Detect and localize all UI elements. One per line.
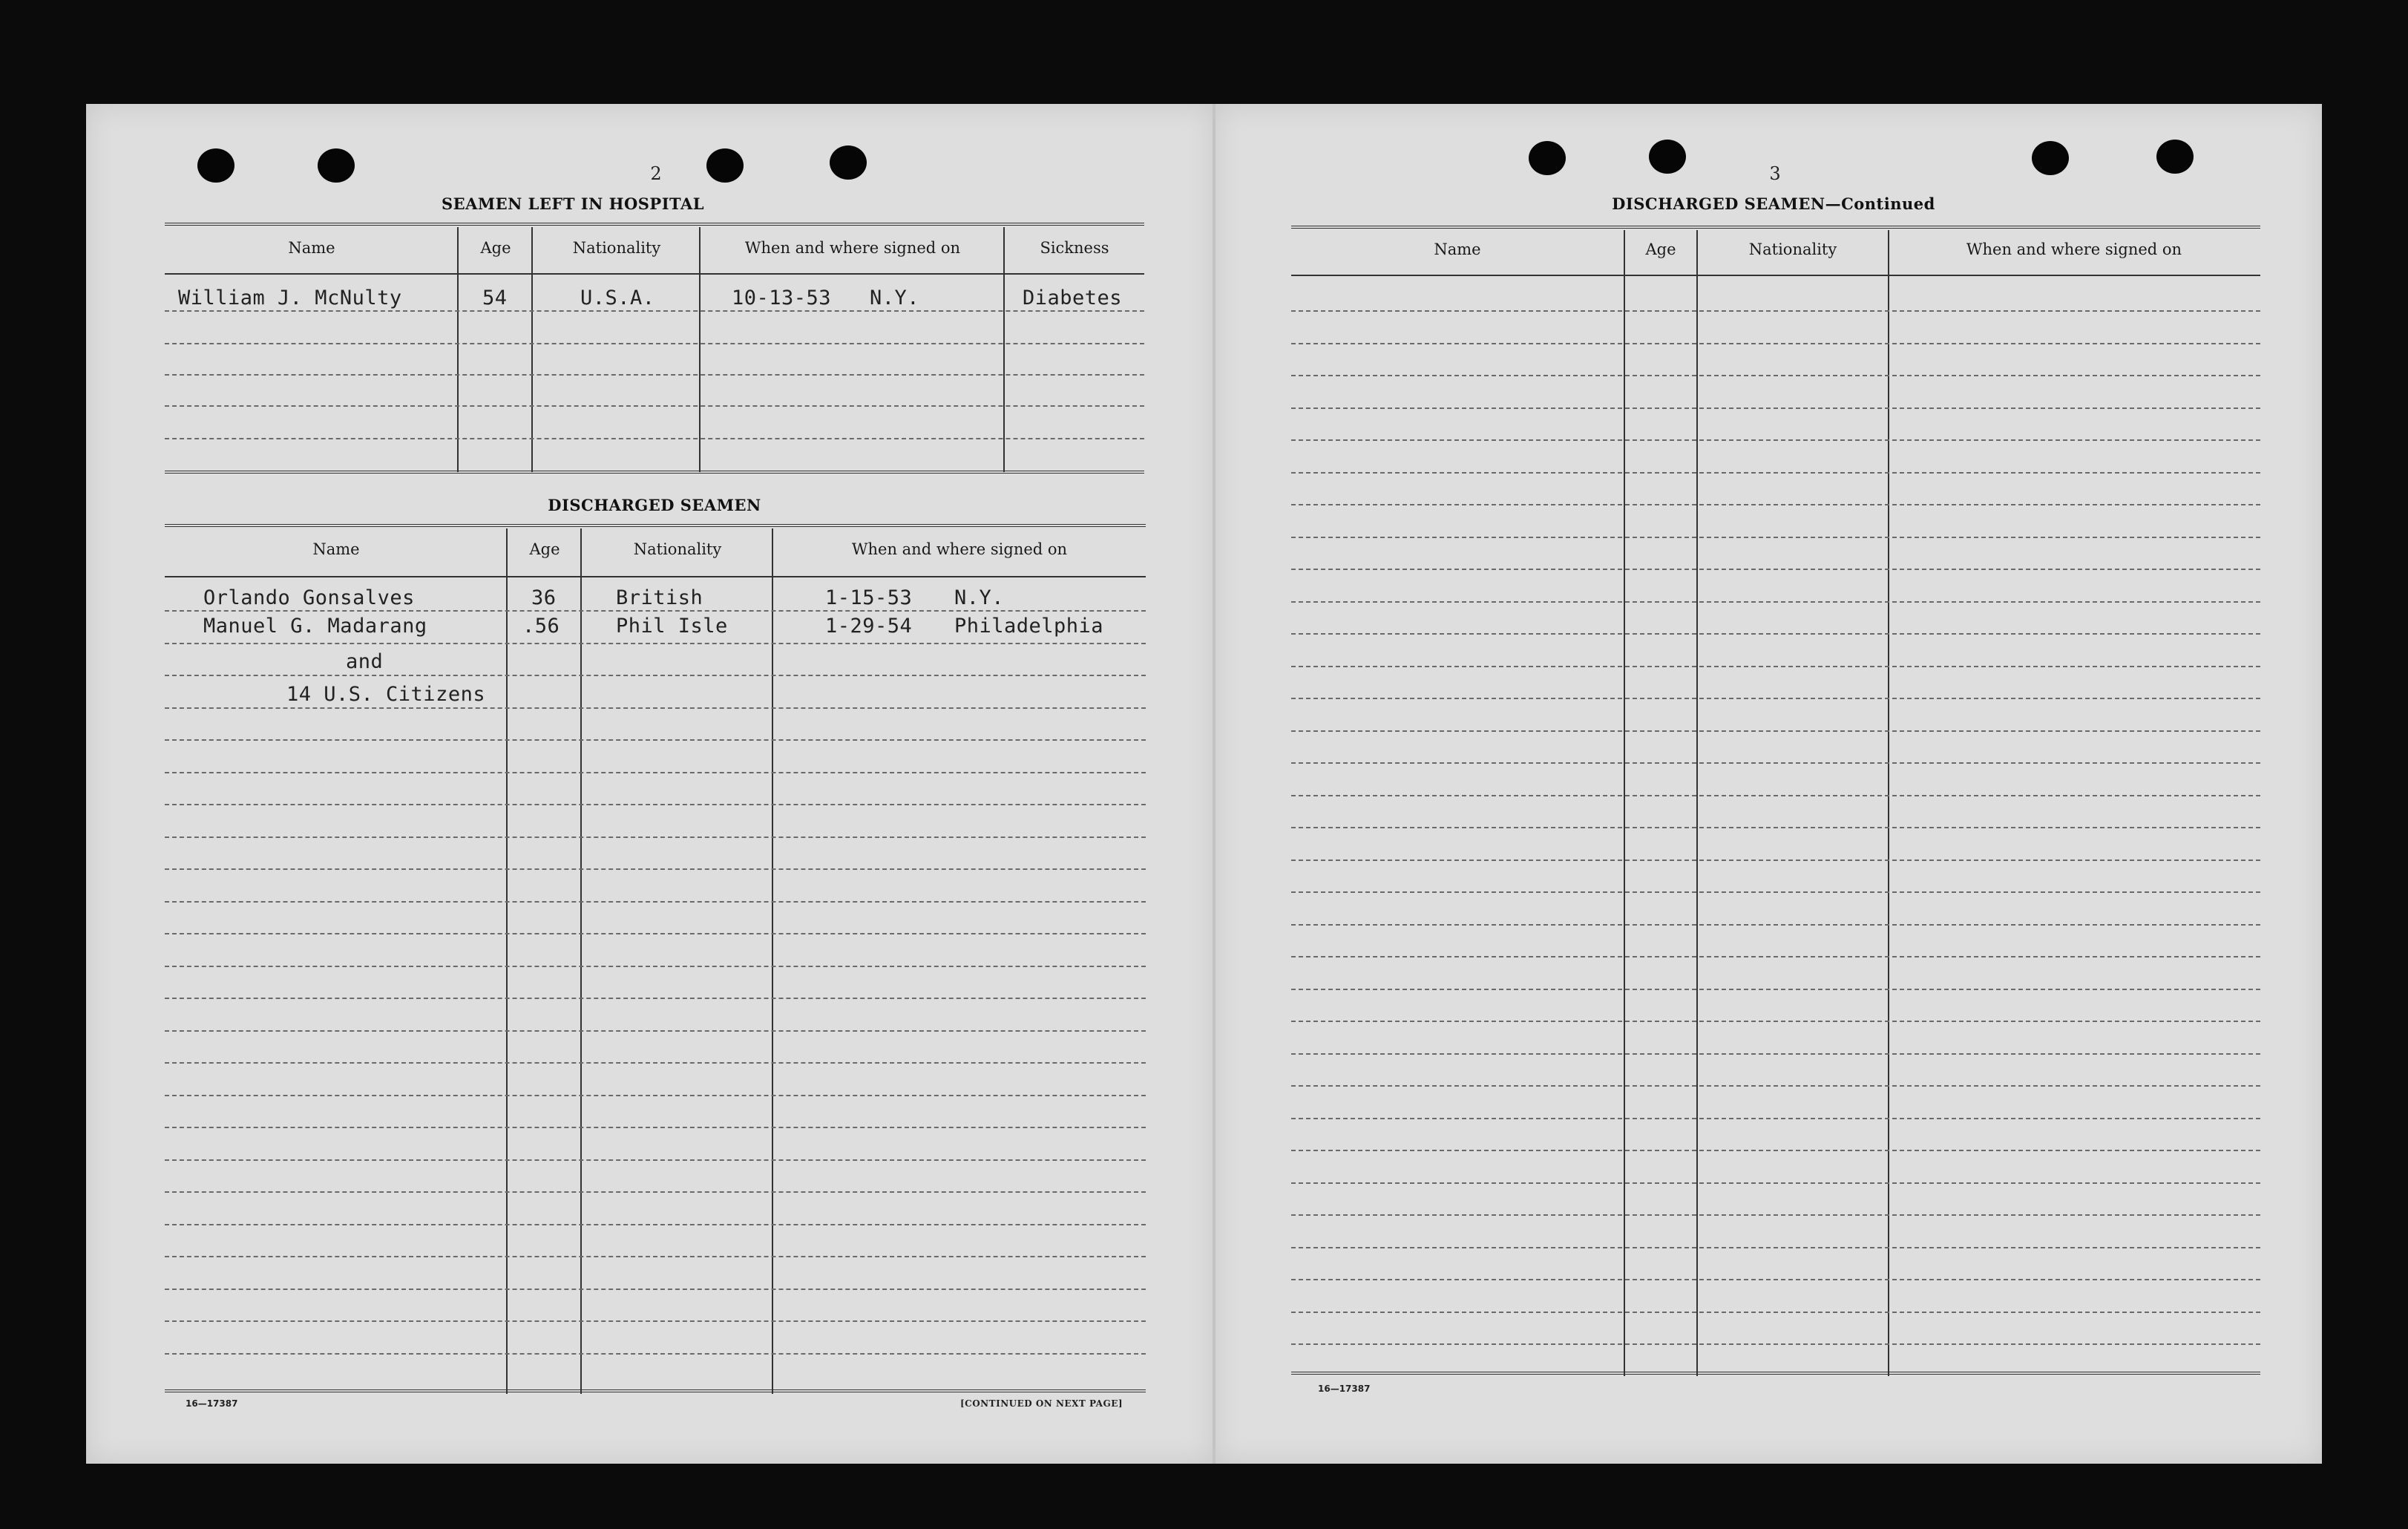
ruled-line [1291, 1247, 2260, 1248]
ruled-line [1291, 1053, 2260, 1055]
ruled-line [165, 836, 1146, 838]
ruled-line [165, 643, 1146, 644]
column-header-signed-on: When and where signed on [744, 239, 961, 257]
ruled-line [1291, 1182, 2260, 1184]
hospital-row-sickness: Diabetes [1023, 287, 1123, 310]
ruled-line [165, 868, 1146, 870]
section-title-discharged-continued [1291, 194, 2256, 213]
discharged-row-age: .56 [522, 615, 560, 638]
ruled-line [165, 1062, 1146, 1064]
ruled-line [1291, 1085, 2260, 1087]
ruled-line [165, 739, 1146, 741]
discharged-note-and: and [346, 650, 384, 673]
ruled-line [1291, 956, 2260, 957]
punch-hole [830, 145, 867, 180]
discharged-row-name: Orlando Gonsalves [203, 586, 415, 609]
ruled-line [1291, 1312, 2260, 1313]
ruled-line [1291, 375, 2260, 376]
discharged-row-name: Manuel G. Madarang [203, 615, 427, 638]
ruled-line [1291, 827, 2260, 828]
form-code: 16—17387 [186, 1398, 238, 1409]
section-title-text: DISCHARGED SEAMEN [1612, 194, 1825, 213]
ruled-line [1291, 633, 2260, 635]
ruled-line [1291, 439, 2260, 441]
ruled-line [165, 1191, 1146, 1193]
ruled-line [1291, 569, 2260, 570]
discharged-row-nationality: British [616, 586, 703, 609]
section-title-hospital: SEAMEN LEFT IN HOSPITAL [441, 194, 705, 213]
section-title-suffix: —Continued [1825, 194, 1935, 213]
ruled-line [165, 1224, 1146, 1225]
ruled-line [165, 1030, 1146, 1032]
ruled-line [165, 707, 1146, 709]
ruled-line [1291, 891, 2260, 893]
punch-hole [318, 148, 355, 183]
continued-note: [CONTINUED ON NEXT PAGE] [960, 1398, 1123, 1409]
discharged-row-date: 1-15-53 [825, 586, 913, 609]
ruled-line [165, 804, 1146, 805]
discharged-row-date: 1-29-54 [825, 615, 913, 638]
ruled-line [1291, 698, 2260, 699]
hospital-row-place: N.Y. [870, 287, 920, 310]
ruled-line [1291, 310, 2260, 312]
hospital-table [165, 223, 1144, 477]
ruled-line [1291, 537, 2260, 538]
discharged-continued-table [1291, 226, 2260, 1376]
ruled-line [1291, 407, 2260, 409]
ruled-line [165, 1289, 1146, 1290]
ruled-line [1291, 504, 2260, 505]
ruled-line [165, 901, 1146, 903]
form-code: 16—17387 [1318, 1384, 1371, 1394]
ruled-line [165, 1320, 1146, 1322]
column-header-signed-on: When and where signed on [851, 540, 1068, 558]
column-header-sickness: Sickness [1040, 239, 1109, 257]
ruled-line [165, 610, 1146, 612]
ruled-line [1291, 730, 2260, 732]
ruled-line [165, 1095, 1146, 1096]
ruled-line [165, 933, 1146, 934]
ruled-line [1291, 1343, 2260, 1345]
ruled-line [1291, 762, 2260, 764]
ruled-line [165, 1127, 1146, 1128]
ruled-line [165, 675, 1146, 676]
column-header-nationality: Nationality [1748, 240, 1837, 258]
discharged-row-nationality: Phil Isle [616, 615, 728, 638]
page-fold [1213, 104, 1216, 1464]
hospital-row-date: 10-13-53 [732, 287, 832, 310]
page-number: 3 [1769, 163, 1781, 184]
column-header-age: Age [529, 540, 560, 558]
ruled-line [165, 1353, 1146, 1355]
discharged-row-age: 36 [531, 586, 557, 609]
ruled-line [1291, 989, 2260, 990]
column-header-signed-on: When and where signed on [1966, 240, 2182, 258]
ruled-line [1291, 1118, 2260, 1119]
column-header-nationality: Nationality [572, 239, 661, 257]
ruled-line [1291, 601, 2260, 603]
ruled-line [165, 966, 1146, 967]
ruled-line [165, 998, 1146, 999]
column-header-age: Age [480, 239, 511, 257]
column-header-age: Age [1645, 240, 1676, 258]
punch-hole [2032, 141, 2069, 175]
punch-hole [197, 148, 234, 183]
column-header-nationality: Nationality [633, 540, 722, 558]
discharged-row-place: N.Y. [954, 586, 1005, 609]
punch-hole [1649, 140, 1686, 174]
punch-hole [2156, 140, 2194, 174]
ruled-line [1291, 1021, 2260, 1022]
ruled-line [1291, 795, 2260, 796]
ruled-line [1291, 472, 2260, 474]
ruled-line [1291, 924, 2260, 926]
ruled-line [165, 772, 1146, 773]
column-header-name: Name [288, 239, 335, 257]
section-title-discharged: DISCHARGED SEAMEN [548, 496, 761, 514]
column-header-name: Name [1434, 240, 1481, 258]
punch-hole [706, 148, 744, 183]
ruled-line [1291, 1279, 2260, 1280]
hospital-row-name: William J. McNulty [178, 287, 402, 310]
column-header-name: Name [312, 540, 360, 558]
ruled-line [1291, 343, 2260, 344]
ruled-line [1291, 666, 2260, 667]
ruled-line [165, 1256, 1146, 1257]
page-number: 2 [650, 163, 662, 184]
hospital-row-nationality: U.S.A. [580, 287, 655, 310]
punch-hole [1529, 141, 1566, 175]
discharged-row-place: Philadelphia [954, 615, 1104, 638]
ruled-line [1291, 1214, 2260, 1216]
discharged-note-citizens: 14 U.S. Citizens [286, 683, 486, 706]
discharged-table [165, 524, 1146, 1394]
ruled-line [1291, 1150, 2260, 1151]
ruled-line [1291, 860, 2260, 861]
hospital-row-age: 54 [482, 287, 508, 310]
ruled-line [165, 1159, 1146, 1161]
